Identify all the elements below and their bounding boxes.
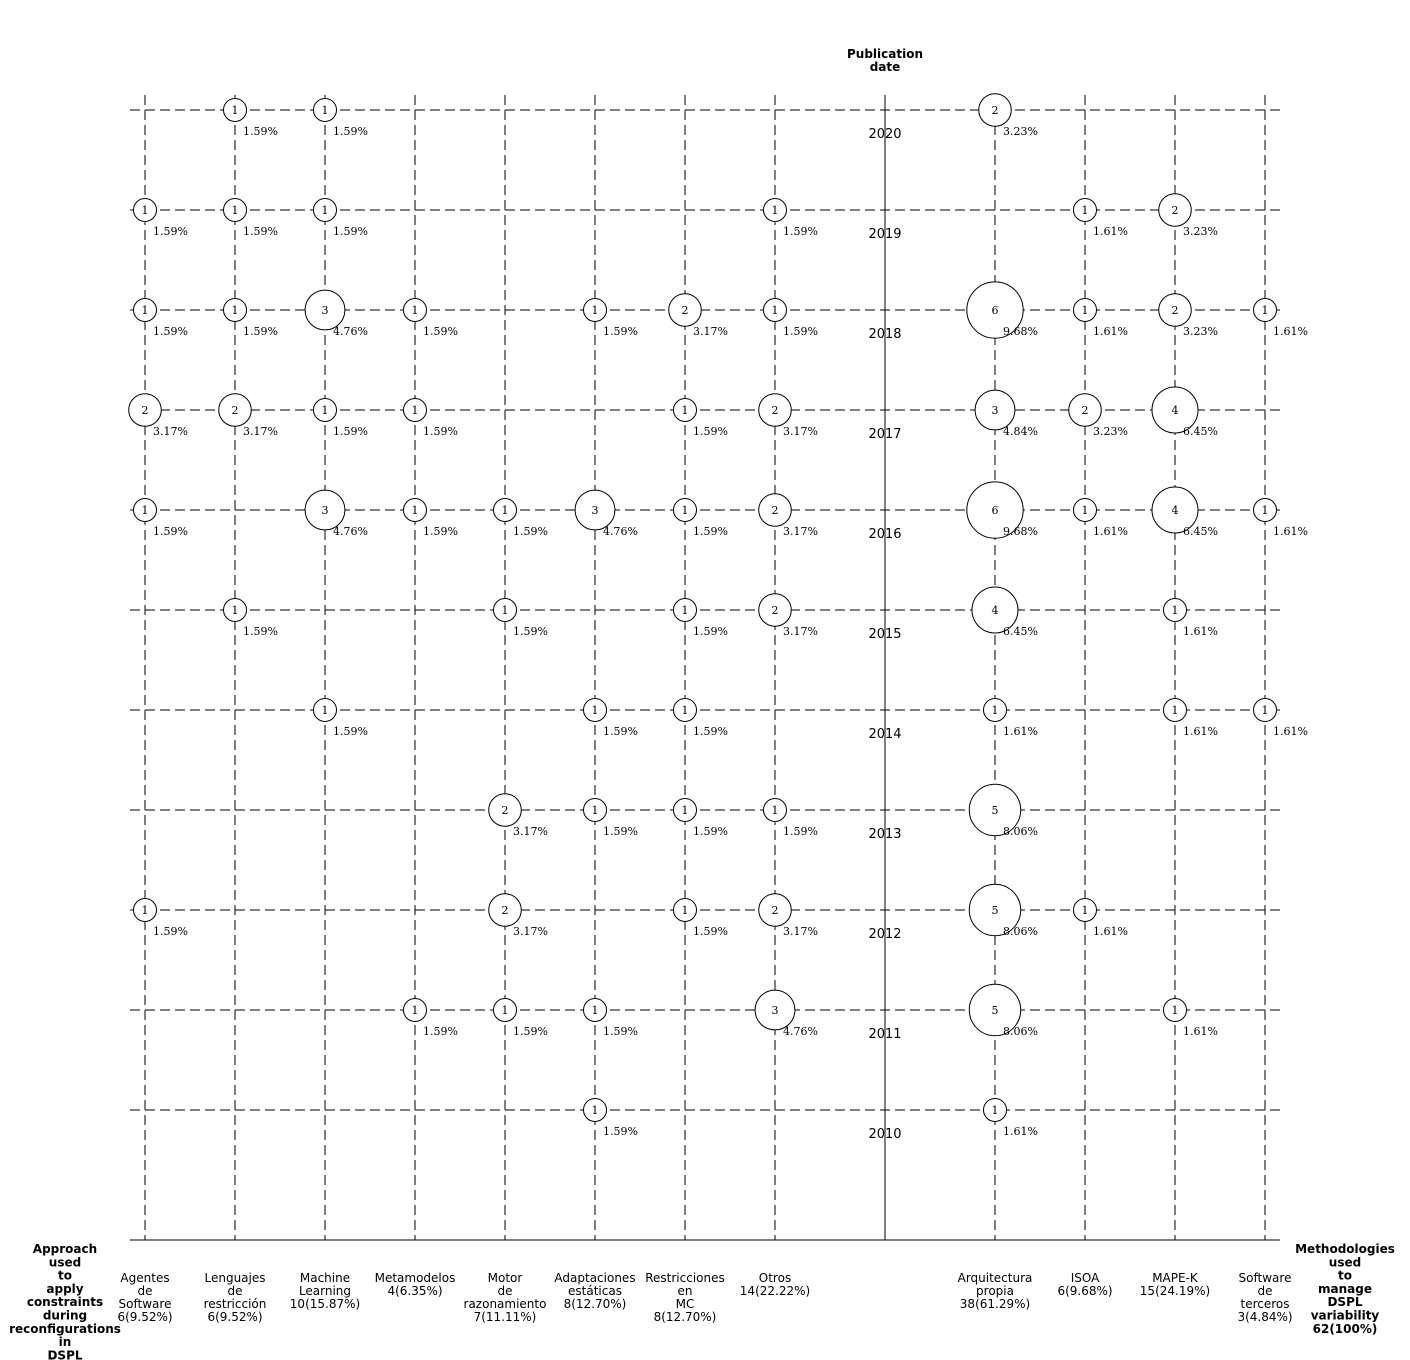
bubble-count-left-lenguajes-de-restriccion-2020: 1 (231, 104, 239, 117)
bubble-pct-left-agentes-de-software-2012: 1.59% (153, 925, 188, 938)
year-label-2014: 2014 (868, 727, 902, 742)
category-label-otros: Otros 14(22.22%) (739, 1271, 811, 1298)
bubble-pct-left-metamodelos-2017: 1.59% (423, 425, 458, 438)
bubble-pct-left-adaptaciones-estaticas-2010: 1.59% (603, 1125, 638, 1138)
bubble-pct-left-restricciones-en-mc-2016: 1.59% (693, 525, 728, 538)
bubble-count-left-restricciones-en-mc-2018: 2 (681, 304, 689, 317)
bubble-pct-right-arquitectura-propia-2013: 8.06% (1003, 825, 1038, 838)
bubble-pct-right-arquitectura-propia-2010: 1.61% (1003, 1125, 1038, 1138)
bubble-count-left-otros-2011: 3 (771, 1004, 779, 1017)
bubble-count-left-machine-learning-2020: 1 (321, 104, 329, 117)
bubble-pct-left-machine-learning-2018: 4.76% (333, 325, 368, 338)
bubble-count-right-arquitectura-propia-2014: 1 (991, 704, 999, 717)
bubble-count-right-mape-k-2015: 1 (1171, 604, 1179, 617)
bubble-count-left-agentes-de-software-2012: 1 (141, 904, 149, 917)
bubble-count-left-motor-de-razonamiento-2016: 1 (501, 504, 509, 517)
year-label-2016: 2016 (868, 527, 902, 542)
axes (130, 95, 1280, 1240)
category-label-agentes-de-software: Agentes de Software 6(9.52%) (117, 1271, 173, 1324)
bubble-pct-left-lenguajes-de-restriccion-2015: 1.59% (243, 625, 278, 638)
bubble-count-left-otros-2013: 1 (771, 804, 779, 817)
bubble-count-right-mape-k-2017: 4 (1171, 404, 1179, 417)
bubble-count-left-lenguajes-de-restriccion-2019: 1 (231, 204, 239, 217)
bubble-count-left-motor-de-razonamiento-2011: 1 (501, 1004, 509, 1017)
bubble-pct-left-motor-de-razonamiento-2013: 3.17% (513, 825, 548, 838)
bubble-count-left-otros-2019: 1 (771, 204, 779, 217)
bubble-pct-left-machine-learning-2019: 1.59% (333, 225, 368, 238)
bubble-pct-left-machine-learning-2016: 4.76% (333, 525, 368, 538)
category-label-lenguajes-de-restriccion: Lenguajes de restricción 6(9.52%) (203, 1271, 267, 1324)
bubble-count-left-lenguajes-de-restriccion-2015: 1 (231, 604, 239, 617)
bubble-count-right-mape-k-2016: 4 (1171, 504, 1179, 517)
bubble-count-left-adaptaciones-estaticas-2011: 1 (591, 1004, 599, 1017)
bubble-count-left-motor-de-razonamiento-2013: 2 (501, 804, 509, 817)
category-label-motor-de-razonamiento: Motor de razonamiento 7(11.11%) (463, 1271, 547, 1324)
bubble-count-left-otros-2015: 2 (771, 604, 779, 617)
bubble-count-left-restricciones-en-mc-2012: 1 (681, 904, 689, 917)
bubble-pct-left-machine-learning-2014: 1.59% (333, 725, 368, 738)
bubble-count-right-arquitectura-propia-2012: 5 (991, 904, 999, 917)
year-label-2013: 2013 (868, 827, 902, 842)
bubble-pct-left-restricciones-en-mc-2012: 1.59% (693, 925, 728, 938)
bubble-pct-right-isoa-2012: 1.61% (1093, 925, 1128, 938)
bubble-count-left-adaptaciones-estaticas-2018: 1 (591, 304, 599, 317)
bubble-count-left-metamodelos-2018: 1 (411, 304, 419, 317)
category-label-metamodelos: Metamodelos 4(6.35%) (374, 1271, 456, 1298)
bubble-count-right-mape-k-2011: 1 (1171, 1004, 1179, 1017)
bubble-count-left-otros-2012: 2 (771, 904, 779, 917)
year-label-2010: 2010 (868, 1127, 902, 1142)
bubble-pct-left-otros-2017: 3.17% (783, 425, 818, 438)
year-label-2012: 2012 (868, 927, 902, 942)
bubble-pct-right-mape-k-2016: 6.45% (1183, 525, 1218, 538)
bubble-pct-right-arquitectura-propia-2015: 6.45% (1003, 625, 1038, 638)
year-label-2018: 2018 (868, 327, 902, 342)
bubble-pct-left-metamodelos-2011: 1.59% (423, 1025, 458, 1038)
bubble-pct-left-otros-2016: 3.17% (783, 525, 818, 538)
bubble-count-left-machine-learning-2018: 3 (321, 304, 329, 317)
category-label-isoa: ISOA 6(9.68%) (1057, 1271, 1113, 1298)
bubble-count-left-restricciones-en-mc-2017: 1 (681, 404, 689, 417)
bubble-pct-right-arquitectura-propia-2011: 8.06% (1003, 1025, 1038, 1038)
bubble-pct-left-otros-2011: 4.76% (783, 1025, 818, 1038)
bubble-count-left-otros-2016: 2 (771, 504, 779, 517)
bubble-pct-left-agentes-de-software-2018: 1.59% (153, 325, 188, 338)
bubble-count-left-restricciones-en-mc-2014: 1 (681, 704, 689, 717)
bubble-count-right-isoa-2016: 1 (1081, 504, 1089, 517)
bubble-pct-right-mape-k-2017: 6.45% (1183, 425, 1218, 438)
bubble-pct-left-motor-de-razonamiento-2012: 3.17% (513, 925, 548, 938)
bubble-count-left-lenguajes-de-restriccion-2017: 2 (231, 404, 239, 417)
bubble-pct-left-metamodelos-2016: 1.59% (423, 525, 458, 538)
bubble-pct-left-agentes-de-software-2016: 1.59% (153, 525, 188, 538)
bubble-pct-right-arquitectura-propia-2016: 9.68% (1003, 525, 1038, 538)
bubble-pct-right-arquitectura-propia-2012: 8.06% (1003, 925, 1038, 938)
category-label-restricciones-en-mc: Restricciones en MC 8(12.70%) (645, 1271, 725, 1324)
bubble-count-left-metamodelos-2016: 1 (411, 504, 419, 517)
bubble-count-left-metamodelos-2011: 1 (411, 1004, 419, 1017)
right-axis-title: Methodologies used to manage DSPL variability 62(100%) (1295, 1242, 1395, 1336)
bubble-pct-right-software-de-terceros-2018: 1.61% (1273, 325, 1308, 338)
bubble-count-left-agentes-de-software-2019: 1 (141, 204, 149, 217)
bubble-pct-right-mape-k-2018: 3.23% (1183, 325, 1218, 338)
bubble-count-left-agentes-de-software-2017: 2 (141, 404, 149, 417)
bubble-count-left-restricciones-en-mc-2013: 1 (681, 804, 689, 817)
center-axis-title: Publication date (846, 47, 924, 74)
category-label-machine-learning: Machine Learning 10(15.87%) (289, 1271, 361, 1311)
bubble-count-left-agentes-de-software-2016: 1 (141, 504, 149, 517)
bubble-count-left-machine-learning-2017: 1 (321, 404, 329, 417)
bubble-pct-left-restricciones-en-mc-2013: 1.59% (693, 825, 728, 838)
bubble-count-right-isoa-2012: 1 (1081, 904, 1089, 917)
bubble-pct-left-otros-2015: 3.17% (783, 625, 818, 638)
bubble-count-left-adaptaciones-estaticas-2014: 1 (591, 704, 599, 717)
bubble-count-right-software-de-terceros-2018: 1 (1261, 304, 1269, 317)
bubble-pct-left-otros-2013: 1.59% (783, 825, 818, 838)
bubble-count-right-isoa-2017: 2 (1081, 404, 1089, 417)
gridlines (130, 95, 1280, 1240)
bubble-count-right-mape-k-2018: 2 (1171, 304, 1179, 317)
bubble-pct-right-arquitectura-propia-2018: 9.68% (1003, 325, 1038, 338)
bubble-pct-left-lenguajes-de-restriccion-2020: 1.59% (243, 125, 278, 138)
bubble-pct-right-mape-k-2014: 1.61% (1183, 725, 1218, 738)
bubble-pct-left-adaptaciones-estaticas-2018: 1.59% (603, 325, 638, 338)
bubbles (129, 94, 1308, 1138)
bubble-pct-left-motor-de-razonamiento-2015: 1.59% (513, 625, 548, 638)
bubble-pct-left-agentes-de-software-2017: 3.17% (153, 425, 188, 438)
bubble-pct-left-agentes-de-software-2019: 1.59% (153, 225, 188, 238)
bubble-count-right-isoa-2018: 1 (1081, 304, 1089, 317)
bubble-pct-left-motor-de-razonamiento-2011: 1.59% (513, 1025, 548, 1038)
bubble-pct-left-metamodelos-2018: 1.59% (423, 325, 458, 338)
bubble-count-left-otros-2017: 2 (771, 404, 779, 417)
bubble-count-left-restricciones-en-mc-2015: 1 (681, 604, 689, 617)
left-axis-title: Approach used to apply constraints during reconfigurations in DSPL (9, 1242, 121, 1360)
year-label-2019: 2019 (868, 227, 902, 242)
bubble-pct-right-software-de-terceros-2016: 1.61% (1273, 525, 1308, 538)
bubble-pct-left-otros-2018: 1.59% (783, 325, 818, 338)
year-label-2015: 2015 (868, 627, 902, 642)
bubble-count-right-arquitectura-propia-2010: 1 (991, 1104, 999, 1117)
bubble-count-left-machine-learning-2019: 1 (321, 204, 329, 217)
bubble-count-left-machine-learning-2016: 3 (321, 504, 329, 517)
bubble-count-left-restricciones-en-mc-2016: 1 (681, 504, 689, 517)
bubble-count-left-motor-de-razonamiento-2012: 2 (501, 904, 509, 917)
bubble-count-left-adaptaciones-estaticas-2016: 3 (591, 504, 599, 517)
bubble-count-left-agentes-de-software-2018: 1 (141, 304, 149, 317)
axis-labels (9, 47, 1395, 1360)
bubble-pct-left-adaptaciones-estaticas-2016: 4.76% (603, 525, 638, 538)
bubble-count-right-arquitectura-propia-2018: 6 (991, 304, 999, 317)
bubble-pct-right-mape-k-2011: 1.61% (1183, 1025, 1218, 1038)
bubble-pct-left-adaptaciones-estaticas-2014: 1.59% (603, 725, 638, 738)
bubble-count-right-arquitectura-propia-2013: 5 (991, 804, 999, 817)
bubble-pct-left-restricciones-en-mc-2014: 1.59% (693, 725, 728, 738)
bubble-pct-right-arquitectura-propia-2017: 4.84% (1003, 425, 1038, 438)
bubble-count-right-arquitectura-propia-2015: 4 (991, 604, 999, 617)
bubble-pct-right-isoa-2019: 1.61% (1093, 225, 1128, 238)
year-label-2017: 2017 (868, 427, 902, 442)
bubble-pct-left-lenguajes-de-restriccion-2019: 1.59% (243, 225, 278, 238)
bubble-count-right-isoa-2019: 1 (1081, 204, 1089, 217)
bubble-count-left-metamodelos-2017: 1 (411, 404, 419, 417)
bubble-count-left-adaptaciones-estaticas-2010: 1 (591, 1104, 599, 1117)
bubble-pct-right-isoa-2018: 1.61% (1093, 325, 1128, 338)
bubble-count-right-mape-k-2019: 2 (1171, 204, 1179, 217)
category-label-arquitectura-propia: Arquitectura propia 38(61.29%) (957, 1271, 1033, 1311)
bubble-count-right-arquitectura-propia-2020: 2 (991, 104, 999, 117)
bubble-pct-right-isoa-2017: 3.23% (1093, 425, 1128, 438)
bubble-pct-left-otros-2012: 3.17% (783, 925, 818, 938)
category-label-adaptaciones-estaticas: Adaptaciones estáticas 8(12.70%) (554, 1271, 636, 1311)
bubble-pct-left-otros-2019: 1.59% (783, 225, 818, 238)
bubble-pct-right-isoa-2016: 1.61% (1093, 525, 1128, 538)
bubble-count-left-machine-learning-2014: 1 (321, 704, 329, 717)
bubble-pct-left-restricciones-en-mc-2015: 1.59% (693, 625, 728, 638)
bubble-pct-right-arquitectura-propia-2014: 1.61% (1003, 725, 1038, 738)
category-label-software-de-terceros: Software de terceros 3(4.84%) (1237, 1271, 1293, 1324)
bubble-pct-left-adaptaciones-estaticas-2011: 1.59% (603, 1025, 638, 1038)
bubble-pct-left-adaptaciones-estaticas-2013: 1.59% (603, 825, 638, 838)
year-label-2020: 2020 (868, 127, 902, 142)
category-label-mape-k: MAPE-K 15(24.19%) (1139, 1271, 1211, 1298)
bubble-pct-left-machine-learning-2020: 1.59% (333, 125, 368, 138)
bubble-pct-left-lenguajes-de-restriccion-2018: 1.59% (243, 325, 278, 338)
bubble-count-right-arquitectura-propia-2017: 3 (991, 404, 999, 417)
year-label-2011: 2011 (868, 1027, 902, 1042)
bubble-pct-right-software-de-terceros-2014: 1.61% (1273, 725, 1308, 738)
bubble-count-right-arquitectura-propia-2011: 5 (991, 1004, 999, 1017)
bubble-pct-left-restricciones-en-mc-2018: 3.17% (693, 325, 728, 338)
bubble-pct-left-machine-learning-2017: 1.59% (333, 425, 368, 438)
bubble-pct-left-lenguajes-de-restriccion-2017: 3.17% (243, 425, 278, 438)
bubble-count-right-mape-k-2014: 1 (1171, 704, 1179, 717)
bubble-pct-right-mape-k-2019: 3.23% (1183, 225, 1218, 238)
bubble-count-right-software-de-terceros-2016: 1 (1261, 504, 1269, 517)
bubble-pct-left-motor-de-razonamiento-2016: 1.59% (513, 525, 548, 538)
bubble-count-left-otros-2018: 1 (771, 304, 779, 317)
bubble-pct-right-arquitectura-propia-2020: 3.23% (1003, 125, 1038, 138)
bubble-pct-left-restricciones-en-mc-2017: 1.59% (693, 425, 728, 438)
bubble-count-left-lenguajes-de-restriccion-2018: 1 (231, 304, 239, 317)
bubble-count-left-adaptaciones-estaticas-2013: 1 (591, 804, 599, 817)
bubble-count-left-motor-de-razonamiento-2015: 1 (501, 604, 509, 617)
bubble-count-right-arquitectura-propia-2016: 6 (991, 504, 999, 517)
bubble-pct-right-mape-k-2015: 1.61% (1183, 625, 1218, 638)
bubble-count-right-software-de-terceros-2014: 1 (1261, 704, 1269, 717)
